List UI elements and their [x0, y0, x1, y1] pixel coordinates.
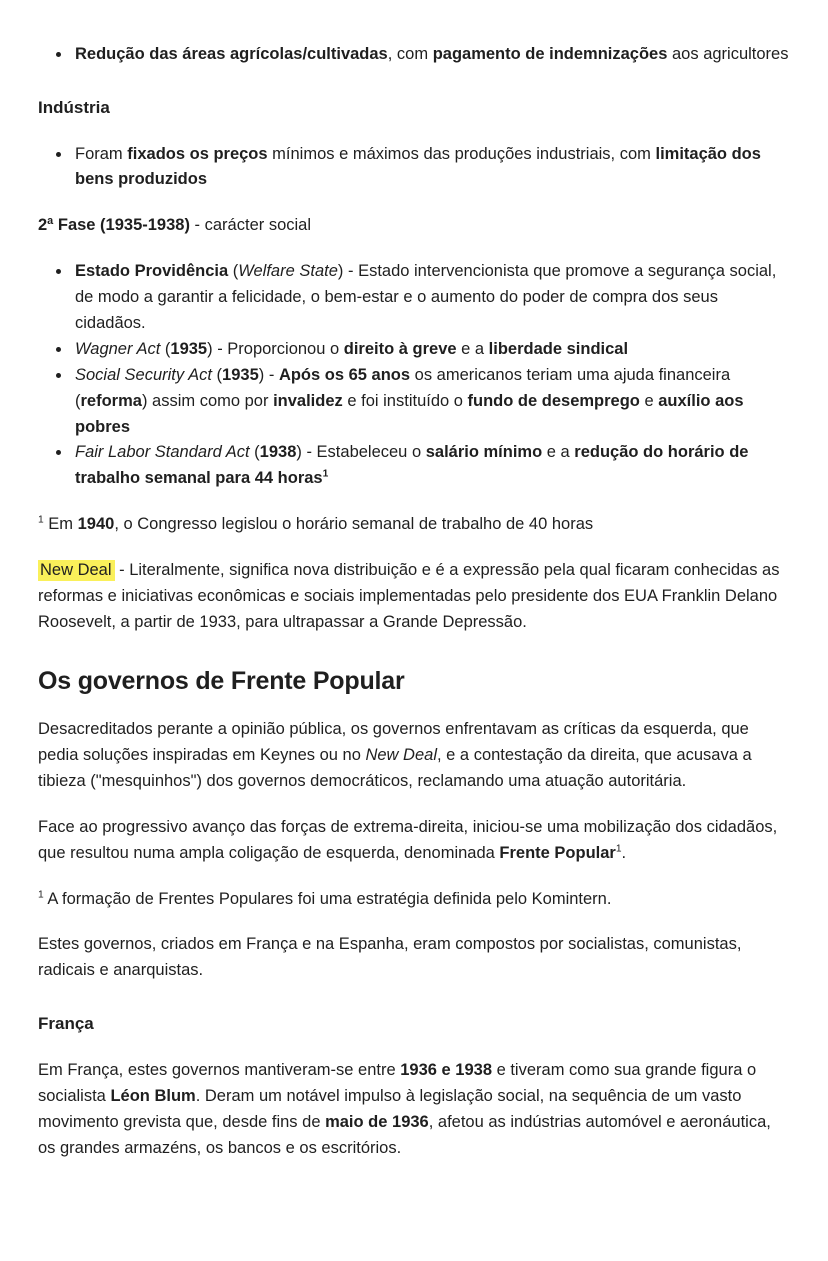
bullet-list — [38, 259, 790, 492]
list-item: • Estado Providência (Welfare State) - Estado intervencionista que promove a segurança social, de modo a garantir a felicidade, o bem-estar e o aumento do poder de compra dos seus cidadãos. — [72, 259, 790, 337]
paragraph: Em França, estes governos mantiveram-se entre 1936 e 1938 e tiveram como sua grande figura o socialista Léon Blum. Deram um notável impulso à legislação social, na sequência de um vasto movimento grevista que, desde fins de maio de 1936, afetou as indústrias automóvel e aeronáutica, os grandes armazéns, os bancos e os escritórios. — [38, 1060, 771, 1157]
list-item: • Fair Labor Standard Act (1938) - Estabeleceu o salário mínimo e a redução do horário de trabalho semanal para 44 horas$^1$ — [72, 440, 790, 492]
footnote-marker: 1 — [322, 468, 329, 480]
section-title: Os governos de Frente Popular — [38, 666, 405, 695]
highlighted-text: New Deal — [38, 560, 115, 581]
subheading: Indústria — [38, 97, 110, 117]
footnote-marker: 1 — [615, 843, 622, 855]
bullet-list — [38, 142, 790, 194]
footnote-marker: 1 — [38, 514, 44, 526]
list-item: • Social Security Act (1935) - Após os 65 anos os americanos teriam uma ajuda financeira (reforma) assim como por invalidez e foi instituído o fundo de desemprego e auxílio aos pobres — [72, 363, 790, 441]
footnote-marker: 1 — [38, 889, 44, 901]
list-item: • Foram fixados os preços mínimos e máximos das produções industriais, com limitação dos bens produzidos — [72, 142, 790, 194]
list-item: • Redução das áreas agrícolas/cultivadas, com pagamento de indemnizações aos agricultores — [72, 42, 790, 68]
bullet-list — [38, 42, 790, 68]
list-item: • Wagner Act (1935) - Proporcionou o direito à greve e a liberdade sindical — [72, 337, 790, 363]
paragraph: 2ª Fase (1935-1938) - carácter social — [38, 216, 312, 235]
paragraph: Estes governos, criados em França e na Espanha, eram compostos por socialistas, comunistas, radicais e anarquistas. — [38, 935, 742, 980]
footnote: $^1$ Em 1940, o Congresso legislou o horário semanal de trabalho de 40 horas — [38, 514, 594, 534]
paragraph: Face ao progressivo avanço das forças de extrema-direita, iniciou-se uma mobilização dos cidadãos, que resultou numa ampla coligação de esquerda, denominada Frente Popular$^1$. — [38, 817, 778, 862]
paragraph: New Deal - Literalmente, significa nova distribuição e é a expressão pela qual ficaram conhecidas as reformas e iniciativas econômicas e sociais implementadas pelo presidente dos EUA Franklin Delano Roosevelt, a partir de 1933, para ultrapassar a Grande Depressão. — [38, 561, 780, 631]
paragraph: Desacreditados perante a opinião pública, os governos enfrentavam as críticas da esquerda, que pedia soluções inspiradas em Keynes ou no New Deal, e a contestação da direita, que acusava a tibieza ("mesquinhos") dos governos democráticos, reclamando uma atuação autoritária. — [38, 720, 752, 790]
footnote: $^1$ A formação de Frentes Populares foi uma estratégia definida pelo Komintern. — [38, 889, 612, 908]
subheading: França — [38, 1014, 94, 1034]
